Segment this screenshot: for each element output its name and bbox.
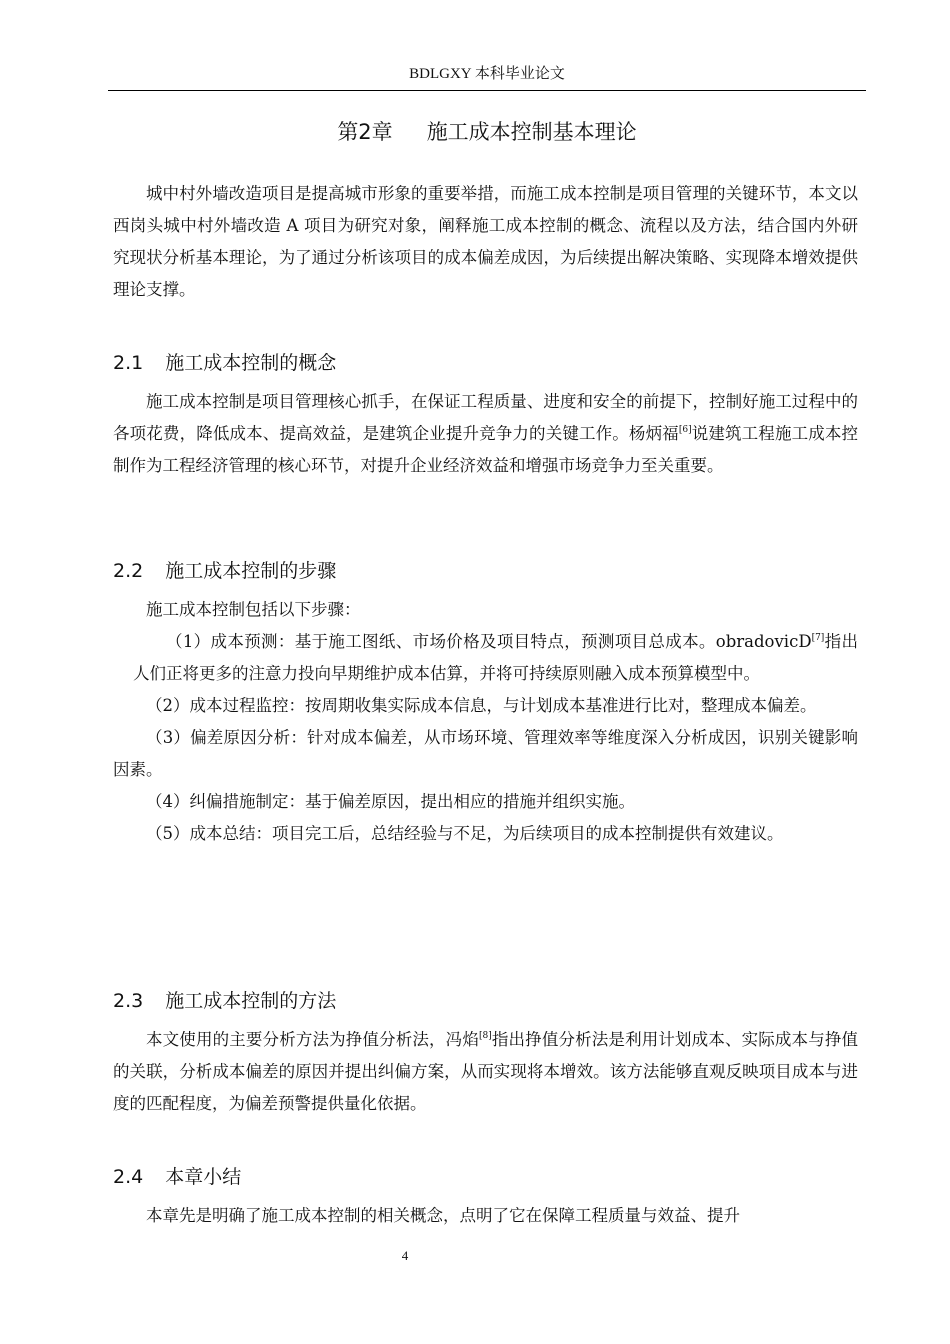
section-2-2-body [113,594,858,850]
section-number: 2.3 [113,990,144,1012]
citation-ref: [6] [678,425,692,435]
section-number: 2.2 [113,560,144,582]
method-paragraph: 本文使用的主要分析方法为挣值分析法，冯焰[8]指出挣值分析法是利用计划成本、实际成本与挣值的关联，分析成本偏差的原因并提出纠偏方案，从而实现将本增效。该方法能够直观反映项目成本与进度的匹配程度，为偏差预警提供量化依据。 [113,1030,859,1113]
section-title: 本章小结 [165,1166,242,1188]
running-header: BDLGXY 本科毕业论文 [409,66,565,82]
section-2-3-body [113,1024,858,1120]
citation-ref: [8] [478,1031,492,1041]
step-1: （1）成本预测：基于施工图纸、市场价格及项目特点，预测项目总成本。obradovicD[7]指出人们正将更多的注意力投向早期维护成本估算，并将可持续原则融入成本预算模型中。 [133,632,858,683]
steps-lead: 施工成本控制包括以下步骤： [146,600,361,619]
section-heading-2-2 [113,556,336,583]
section-2-4-body [113,1200,858,1232]
section-title: 施工成本控制的概念 [165,352,337,374]
chapter-title-text: 施工成本控制基本理论 [426,120,637,144]
section-number: 2.4 [113,1166,144,1188]
intro-section [113,178,858,306]
header-rule [108,90,866,91]
summary-paragraph: 本章先是明确了施工成本控制的相关概念，点明了它在保障工程质量与效益、提升 [146,1206,740,1225]
concept-paragraph: 施工成本控制是项目管理核心抓手，在保证工程质量、进度和安全的前提下，控制好施工过程中的各项花费，降低成本、提高效益，是建筑企业提升竞争力的关键工作。杨炳福[6]说建筑工程施工成本控制作为工程经济管理的核心环节，对提升企业经济效益和增强市场竞争力至关重要。 [113,392,859,475]
citation-ref: [7] [811,633,825,643]
section-heading-2-4 [113,1162,241,1189]
step-3: （3）偏差原因分析：针对成本偏差，从市场环境、管理效率等维度深入分析成因，识别关键影响因素。 [113,728,858,779]
step-5: （5）成本总结：项目完工后，总结经验与不足，为后续项目的成本控制提供有效建议。 [146,824,784,843]
page-number: 4 [401,1248,409,1263]
intro-paragraph: 城中村外墙改造项目是提高城市形象的重要举措，而施工成本控制是项目管理的关键环节，本文以西岗头城中村外墙改造 A 项目为研究对象，阐释施工成本控制的概念、流程以及方法，结合国内外研究现状分析基本理论，为了通过分析该项目的成本偏差成因，为后续提出解决策略、实现降本增效提供理论支撑。 [113,184,858,299]
section-heading-2-3 [113,986,336,1013]
section-2-1-body [113,386,858,482]
section-heading-2-1 [113,348,336,375]
step-4: （4）纠偏措施制定：基于偏差原因，提出相应的措施并组织实施。 [146,792,635,811]
section-number: 2.1 [113,352,144,374]
chapter-number: 第2章 [337,120,393,144]
step-2: （2）成本过程监控：按周期收集实际成本信息，与计划成本基准进行比对，整理成本偏差。 [146,696,817,715]
section-title: 施工成本控制的步骤 [165,560,337,582]
chapter-title [108,116,866,146]
section-title: 施工成本控制的方法 [165,990,337,1012]
